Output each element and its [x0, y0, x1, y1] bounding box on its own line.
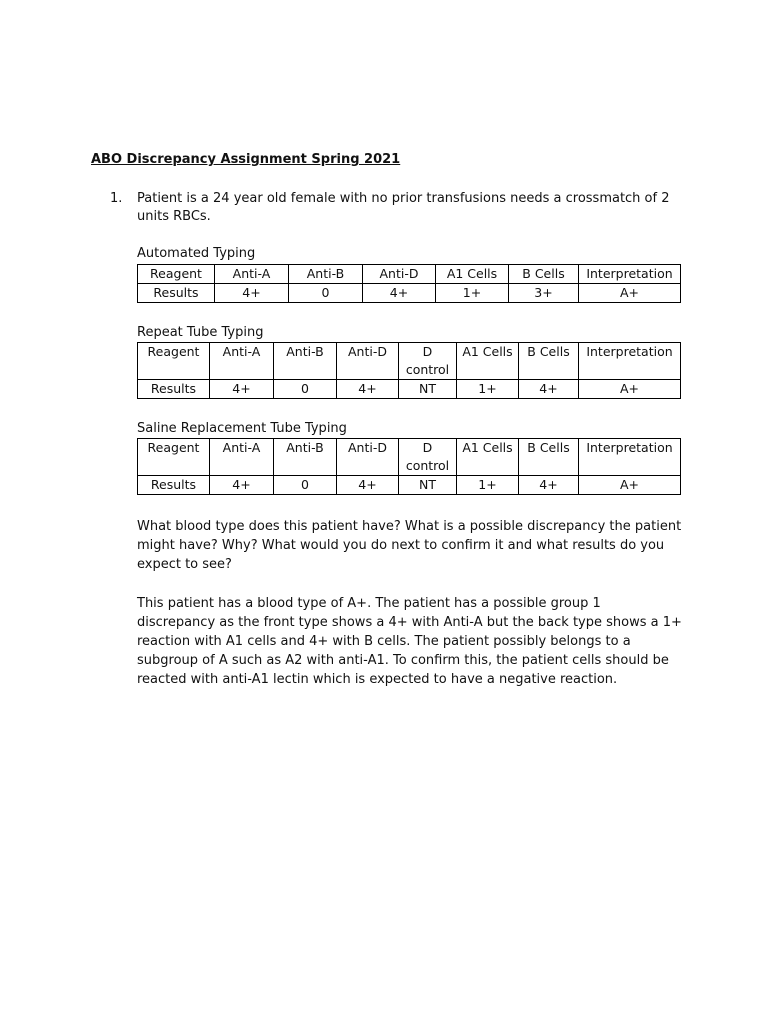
- header-cell: Anti-A: [210, 439, 274, 476]
- table-cell: Results: [138, 284, 215, 303]
- question-prompt: What blood type does this patient have? What is a possible discrepancy the patient might have? Why? What would you do next to confirm it and what results do you expect to see?: [137, 519, 682, 572]
- table-cell: 4+: [210, 380, 274, 399]
- header-cell: B Cells: [519, 343, 579, 380]
- table-caption-saline: Saline Replacement Tube Typing: [137, 421, 347, 436]
- table-cell: 1+: [457, 476, 519, 495]
- document-title: ABO Discrepancy Assignment Spring 2021: [91, 152, 401, 167]
- table-header-row: [138, 265, 681, 284]
- header-cell: Anti-A: [210, 343, 274, 380]
- header-cell: A1 Cells: [457, 439, 519, 476]
- header-cell: Anti-D: [363, 265, 436, 284]
- table-cell: Results: [138, 476, 210, 495]
- header-cell: Anti-A: [215, 265, 289, 284]
- table-cell: Results: [138, 380, 210, 399]
- header-cell: Anti-B: [274, 439, 337, 476]
- automated-typing-table: [137, 264, 681, 303]
- table-cell: 0: [274, 476, 337, 495]
- table-cell: 4+: [210, 476, 274, 495]
- table-cell: NT: [399, 380, 457, 399]
- header-cell: Interpretation: [579, 343, 681, 380]
- table-cell: A+: [579, 476, 681, 495]
- header-cell: B Cells: [509, 265, 579, 284]
- repeat-tube-typing-table: [137, 342, 681, 399]
- table-header-row: [138, 343, 681, 380]
- table-cell: 4+: [519, 380, 579, 399]
- table-row: [138, 476, 681, 495]
- header-cell: Anti-B: [289, 265, 363, 284]
- table-cell: 1+: [436, 284, 509, 303]
- table-cell: 1+: [457, 380, 519, 399]
- saline-replacement-typing-table: [137, 438, 681, 495]
- table-cell: A+: [579, 284, 681, 303]
- table-cell: 0: [274, 380, 337, 399]
- table-cell: 4+: [363, 284, 436, 303]
- question-number: 1.: [110, 191, 123, 206]
- header-cell: Anti-D: [337, 439, 399, 476]
- header-cell: Reagent: [138, 265, 215, 284]
- header-cell: Anti-D: [337, 343, 399, 380]
- table-caption-repeat: Repeat Tube Typing: [137, 325, 264, 340]
- table-cell: A+: [579, 380, 681, 399]
- table-cell: NT: [399, 476, 457, 495]
- header-cell: A1 Cells: [457, 343, 519, 380]
- table-row: [138, 380, 681, 399]
- table-cell: 3+: [509, 284, 579, 303]
- table-header-row: [138, 439, 681, 476]
- table-cell: 4+: [337, 380, 399, 399]
- header-cell: Interpretation: [579, 265, 681, 284]
- table-caption-automated: Automated Typing: [137, 246, 256, 261]
- question-text: Patient is a 24 year old female with no prior transfusions needs a crossmatch of 2 units RBCs.: [137, 191, 670, 224]
- table-cell: 4+: [337, 476, 399, 495]
- table-cell: 4+: [519, 476, 579, 495]
- header-cell: Anti-B: [274, 343, 337, 380]
- header-cell: Reagent: [138, 343, 210, 380]
- table-cell: 4+: [215, 284, 289, 303]
- header-cell: A1 Cells: [436, 265, 509, 284]
- header-cell: B Cells: [519, 439, 579, 476]
- header-cell: Reagent: [138, 439, 210, 476]
- table-cell: 0: [289, 284, 363, 303]
- table-row: [138, 284, 681, 303]
- header-cell: D control: [399, 343, 457, 380]
- answer-paragraph: This patient has a blood type of A+. The patient has a possible group 1 discrepancy as the front type shows a 4+ with Anti-A but the back type shows a 1+ reaction with A1 cells and 4+ with B cells. The patient possibly belongs to a subgroup of A such as A2 with anti-A1. To confirm this, the patient cells should be reacted with anti-A1 lectin which is expected to have a negative reaction.: [137, 596, 682, 687]
- header-cell: D control: [399, 439, 457, 476]
- header-cell: Interpretation: [579, 439, 681, 476]
